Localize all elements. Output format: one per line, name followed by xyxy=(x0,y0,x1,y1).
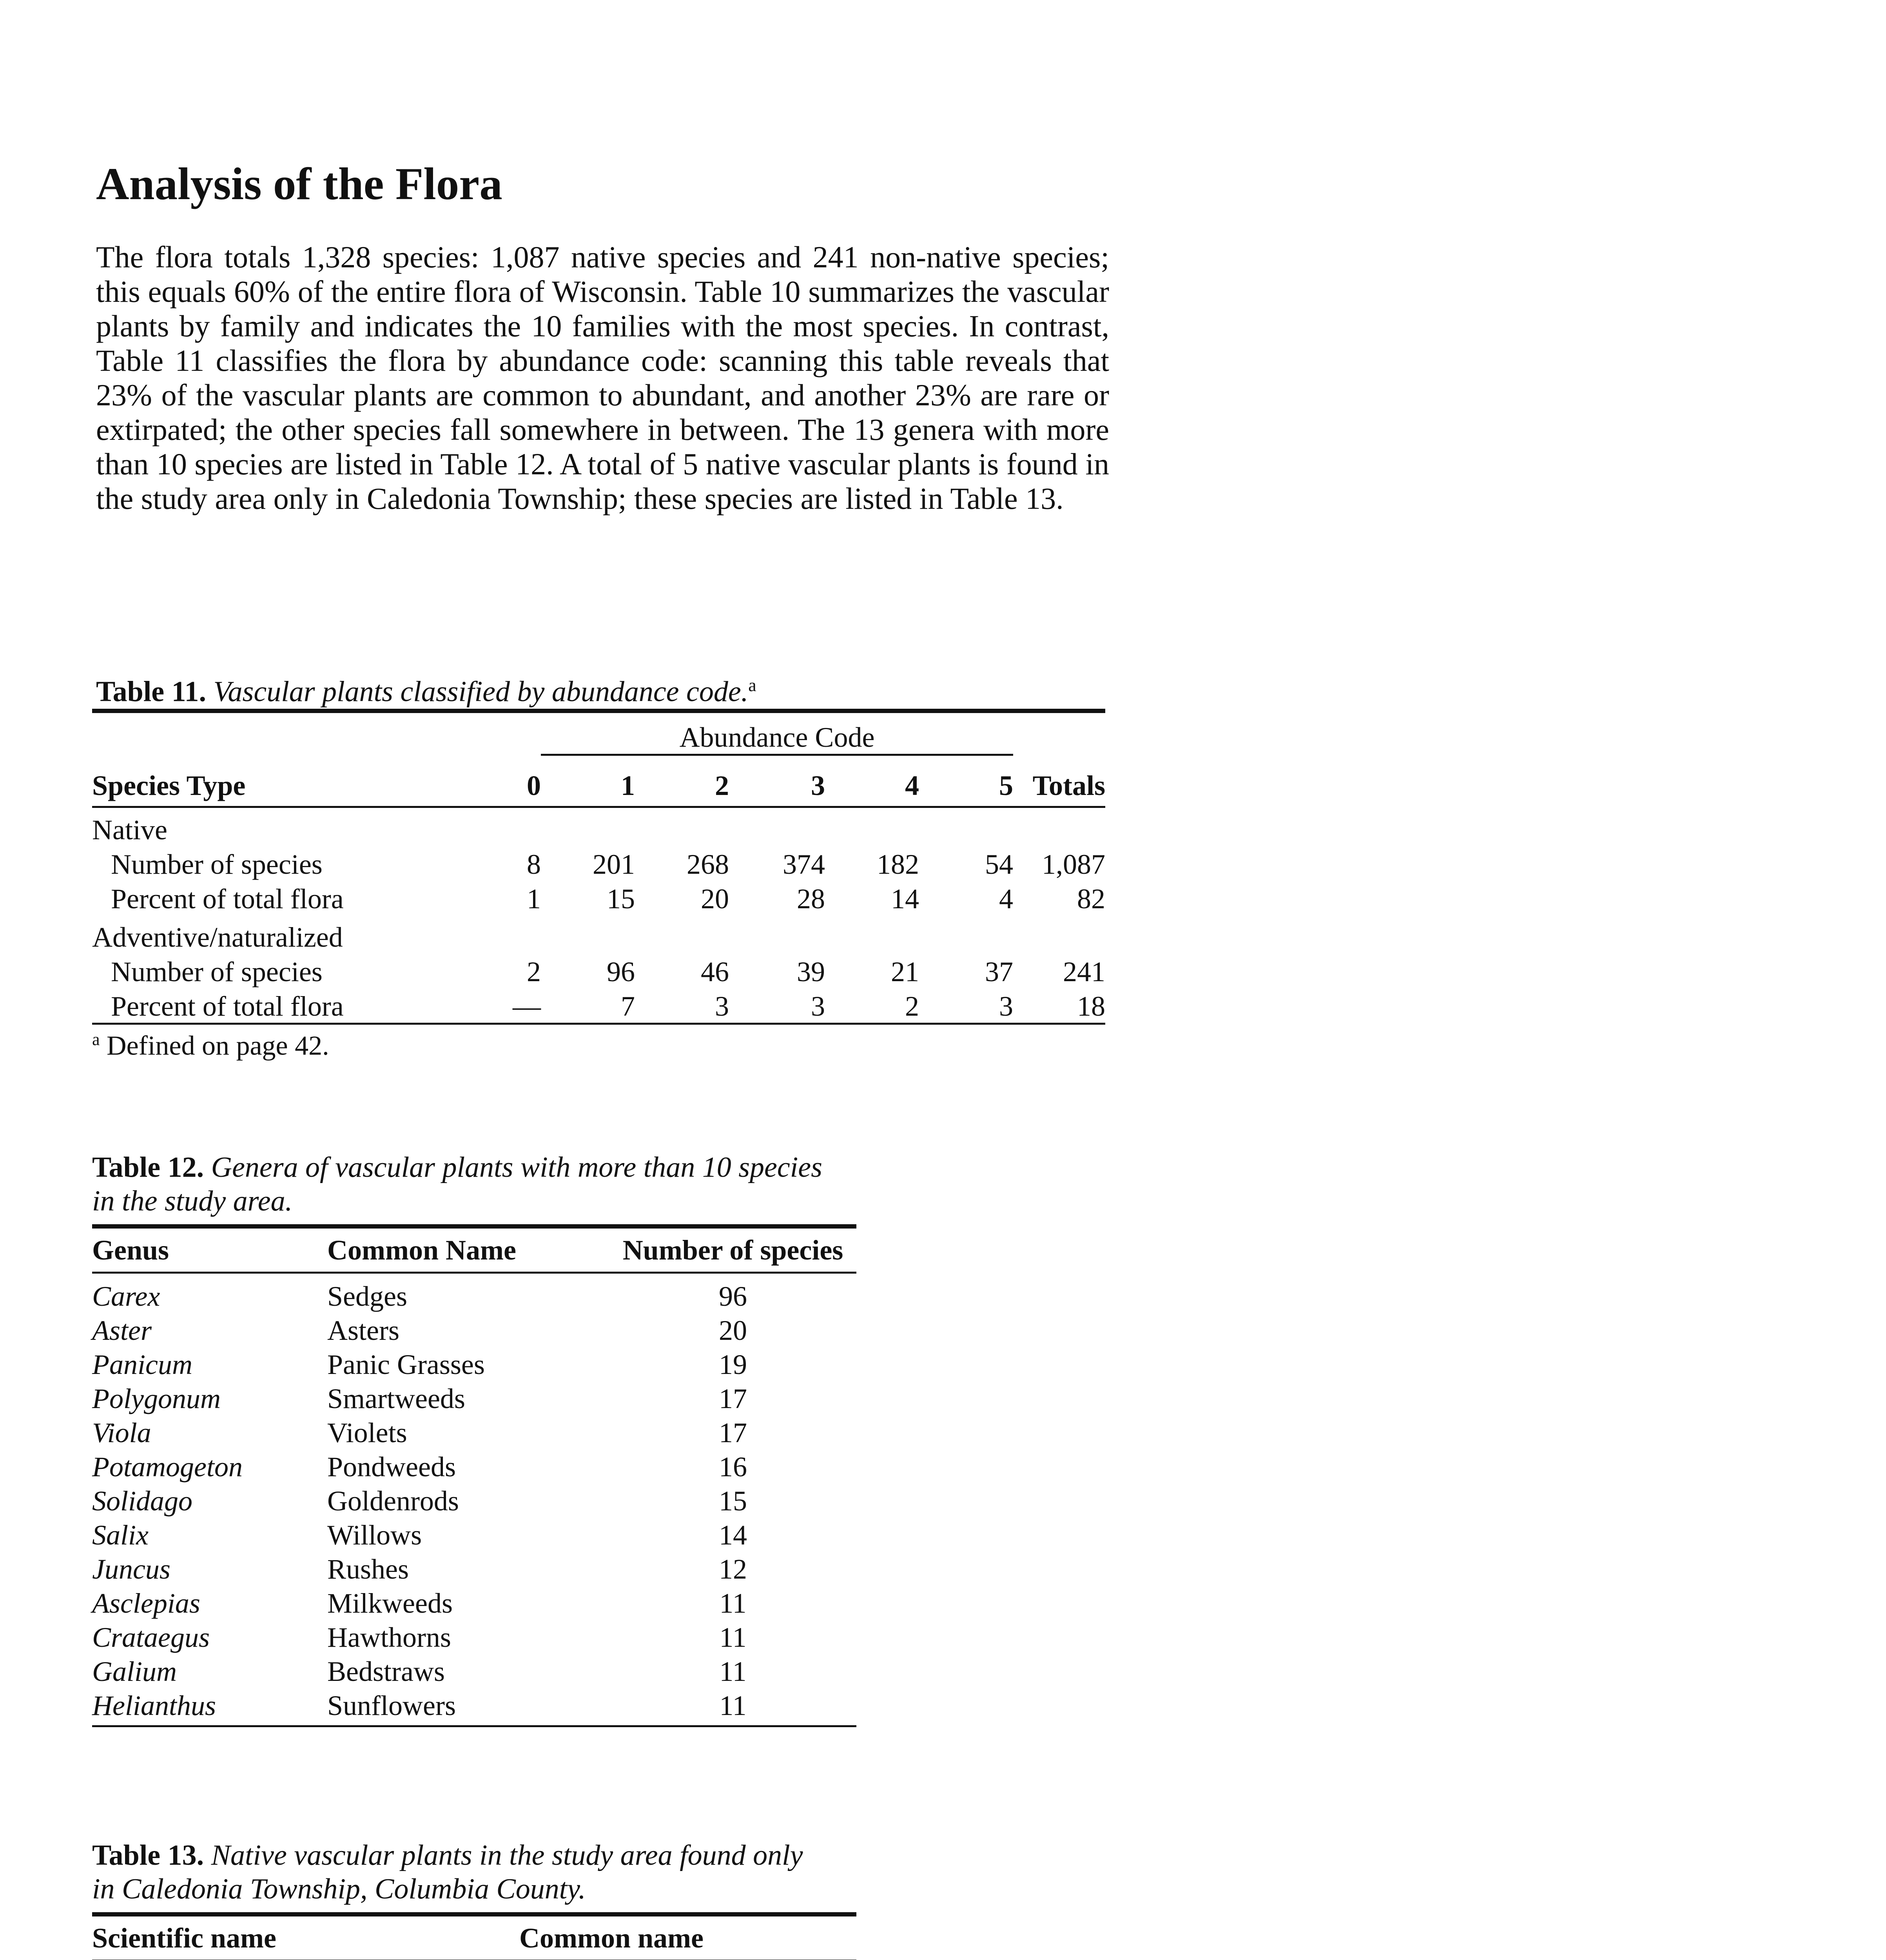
abundance-code-header: Abundance Code xyxy=(541,711,1013,755)
code-header: 1 xyxy=(541,755,635,807)
table-13-label: Table 13. xyxy=(92,1839,204,1871)
table-12-caption-line2: in the study area. xyxy=(92,1185,293,1217)
common-name-cell: Rushes xyxy=(327,1553,409,1585)
table-12-header-row xyxy=(92,1227,856,1273)
table-cell: 18 xyxy=(1013,988,1105,1024)
table-row xyxy=(92,1347,856,1381)
table-11-caption-footnote-mark: a xyxy=(748,675,756,695)
table-row xyxy=(92,1415,856,1449)
common-name-header: Common Name xyxy=(327,1227,609,1273)
table-row xyxy=(92,915,1105,954)
common-name-cell: Sedges xyxy=(327,1281,407,1312)
table-13-caption xyxy=(92,1838,856,1906)
table-cell: 4 xyxy=(999,883,1013,915)
table-cell: 241 xyxy=(1063,956,1105,987)
table-row xyxy=(92,881,1105,915)
table-11-grid xyxy=(92,709,1105,1025)
table-row xyxy=(92,1620,856,1654)
genus-cell: Polygonum xyxy=(92,1383,221,1414)
table-cell: 54 xyxy=(985,848,1013,880)
table-row xyxy=(92,1381,856,1415)
table-cell: 1,087 xyxy=(1042,848,1105,880)
common-name-cell: Hawthorns xyxy=(327,1622,451,1653)
common-name-cell: Smartweeds xyxy=(327,1383,465,1414)
table-cell: 96 xyxy=(607,956,635,987)
species-count-cell: 15 xyxy=(719,1485,747,1517)
intro-paragraph: The flora totals 1,328 species: 1,087 native species and 241 non-native species; this equals 60% of the entire flora of Wisconsin. Table 10 summarizes the vascular plants by family and indicates the 10 families with the most species. In contrast, Table 11 classifies the flora by abundance code: scanning this table reveals that 23% of the vascular plants are common to abundant, and another 23% are rare or extirpated; the other species fall somewhere in between. The 13 genera with more than 10 species are listed in Table 12. A total of 5 native vascular plants is found in the study area only in Caledonia Township; these species are listed in Table 13. xyxy=(96,240,1109,515)
table-13-caption-line1: Native vascular plants in the study area found only xyxy=(211,1839,803,1871)
genus-cell: Crataegus xyxy=(92,1622,210,1653)
species-count-cell: 17 xyxy=(719,1417,747,1448)
table-11-group-header-row xyxy=(92,711,1105,755)
row-label: Number of species xyxy=(111,956,323,987)
table-row xyxy=(92,988,1105,1024)
table-12-grid xyxy=(92,1224,856,1727)
table-row xyxy=(92,1688,856,1726)
table-cell: 201 xyxy=(593,848,635,880)
table-11-footnote xyxy=(92,1029,1105,1062)
table-cell: 8 xyxy=(527,848,541,880)
table-cell: 1 xyxy=(527,883,541,915)
table-13-header-row xyxy=(92,1915,856,1960)
table-11-header-row xyxy=(92,755,1105,807)
scientific-name-header: Scientific name xyxy=(92,1915,519,1960)
common-name-cell: Bedstraws xyxy=(327,1656,445,1687)
table-row xyxy=(92,1449,856,1483)
code-header: 3 xyxy=(729,755,825,807)
genus-header: Genus xyxy=(92,1227,327,1273)
species-count-cell: 14 xyxy=(719,1519,747,1551)
table-row xyxy=(92,1586,856,1620)
table-row xyxy=(92,846,1105,881)
species-count-cell: 19 xyxy=(719,1349,747,1380)
species-count-cell: 11 xyxy=(719,1656,747,1687)
table-cell: 182 xyxy=(877,848,919,880)
genus-cell: Galium xyxy=(92,1656,177,1687)
table-cell: 14 xyxy=(891,883,919,915)
species-count-cell: 11 xyxy=(609,1688,856,1726)
row-label: Percent of total flora xyxy=(111,883,344,915)
table-cell: 2 xyxy=(825,988,919,1024)
common-name-cell: Pondweeds xyxy=(327,1451,456,1483)
table-13-caption-line2: in Caledonia Township, Columbia County. xyxy=(92,1873,586,1905)
native-group-label: Native xyxy=(92,814,167,846)
table-11-caption xyxy=(92,668,1105,709)
code-header: 2 xyxy=(635,755,729,807)
table-row xyxy=(92,1483,856,1517)
species-count-cell: 11 xyxy=(719,1588,747,1619)
table-row xyxy=(92,1552,856,1586)
table-13-grid xyxy=(92,1912,856,1960)
table-cell: — xyxy=(447,988,541,1024)
table-12-label: Table 12. xyxy=(92,1151,204,1183)
species-count-cell: 17 xyxy=(719,1383,747,1414)
table-cell: 2 xyxy=(527,956,541,987)
species-count-cell: 20 xyxy=(719,1315,747,1346)
genus-cell: Helianthus xyxy=(92,1688,327,1726)
common-name-cell: Sunflowers xyxy=(327,1688,609,1726)
genus-cell: Carex xyxy=(92,1281,160,1312)
table-12 xyxy=(92,1151,856,1727)
adventive-group-label: Adventive/naturalized xyxy=(92,921,343,953)
section-title: Analysis of the Flora xyxy=(96,159,502,209)
table-cell: 46 xyxy=(701,956,729,987)
genus-cell: Potamogeton xyxy=(92,1451,243,1483)
code-header: 0 xyxy=(447,755,541,807)
genus-cell: Solidago xyxy=(92,1485,193,1517)
species-count-cell: 16 xyxy=(719,1451,747,1483)
table-cell: 39 xyxy=(797,956,825,987)
code-header: 5 xyxy=(919,755,1013,807)
table-cell: 268 xyxy=(687,848,729,880)
table-row xyxy=(92,954,1105,988)
code-header: 4 xyxy=(825,755,919,807)
table-11-caption-text: Vascular plants classified by abundance code. xyxy=(213,675,749,708)
table-cell: 15 xyxy=(607,883,635,915)
table-cell: 374 xyxy=(783,848,825,880)
table-row xyxy=(92,1313,856,1347)
table-row xyxy=(92,1273,856,1313)
footnote-mark: a xyxy=(92,1029,100,1049)
table-12-caption-line1: Genera of vascular plants with more than 10 species xyxy=(211,1151,822,1183)
table-cell: 21 xyxy=(891,956,919,987)
genus-cell: Juncus xyxy=(92,1553,170,1585)
row-label: Percent of total flora xyxy=(92,988,447,1024)
common-name-cell: Willows xyxy=(327,1519,422,1551)
table-row xyxy=(92,807,1105,846)
table-11 xyxy=(92,668,1105,1062)
table-13 xyxy=(92,1838,856,1960)
genus-cell: Panicum xyxy=(92,1349,192,1380)
table-row xyxy=(92,1517,856,1552)
footnote-text: Defined on page 42. xyxy=(107,1030,329,1061)
species-count-cell: 11 xyxy=(719,1622,747,1653)
common-name-cell: Violets xyxy=(327,1417,407,1448)
table-cell: 37 xyxy=(985,956,1013,987)
number-of-species-header: Number of species xyxy=(609,1227,856,1273)
common-name-cell: Panic Grasses xyxy=(327,1349,485,1380)
species-count-cell: 96 xyxy=(719,1281,747,1312)
table-cell: 7 xyxy=(541,988,635,1024)
table-cell: 3 xyxy=(729,988,825,1024)
table-cell: 82 xyxy=(1077,883,1105,915)
table-12-caption xyxy=(92,1151,856,1218)
row-label: Number of species xyxy=(111,848,323,880)
species-type-header: Species Type xyxy=(92,755,447,807)
common-name-cell: Asters xyxy=(327,1315,399,1346)
totals-header: Totals xyxy=(1013,755,1105,807)
table-row xyxy=(92,1654,856,1688)
common-name-header: Common name xyxy=(519,1915,856,1960)
genus-cell: Aster xyxy=(92,1315,152,1346)
genus-cell: Salix xyxy=(92,1519,149,1551)
species-count-cell: 12 xyxy=(719,1553,747,1585)
table-cell: 28 xyxy=(797,883,825,915)
table-cell: 3 xyxy=(919,988,1013,1024)
table-cell: 20 xyxy=(701,883,729,915)
genus-cell: Asclepias xyxy=(92,1588,200,1619)
table-11-label: Table 11. xyxy=(96,675,207,708)
table-cell: 3 xyxy=(635,988,729,1024)
common-name-cell: Milkweeds xyxy=(327,1588,453,1619)
genus-cell: Viola xyxy=(92,1417,151,1448)
common-name-cell: Goldenrods xyxy=(327,1485,459,1517)
